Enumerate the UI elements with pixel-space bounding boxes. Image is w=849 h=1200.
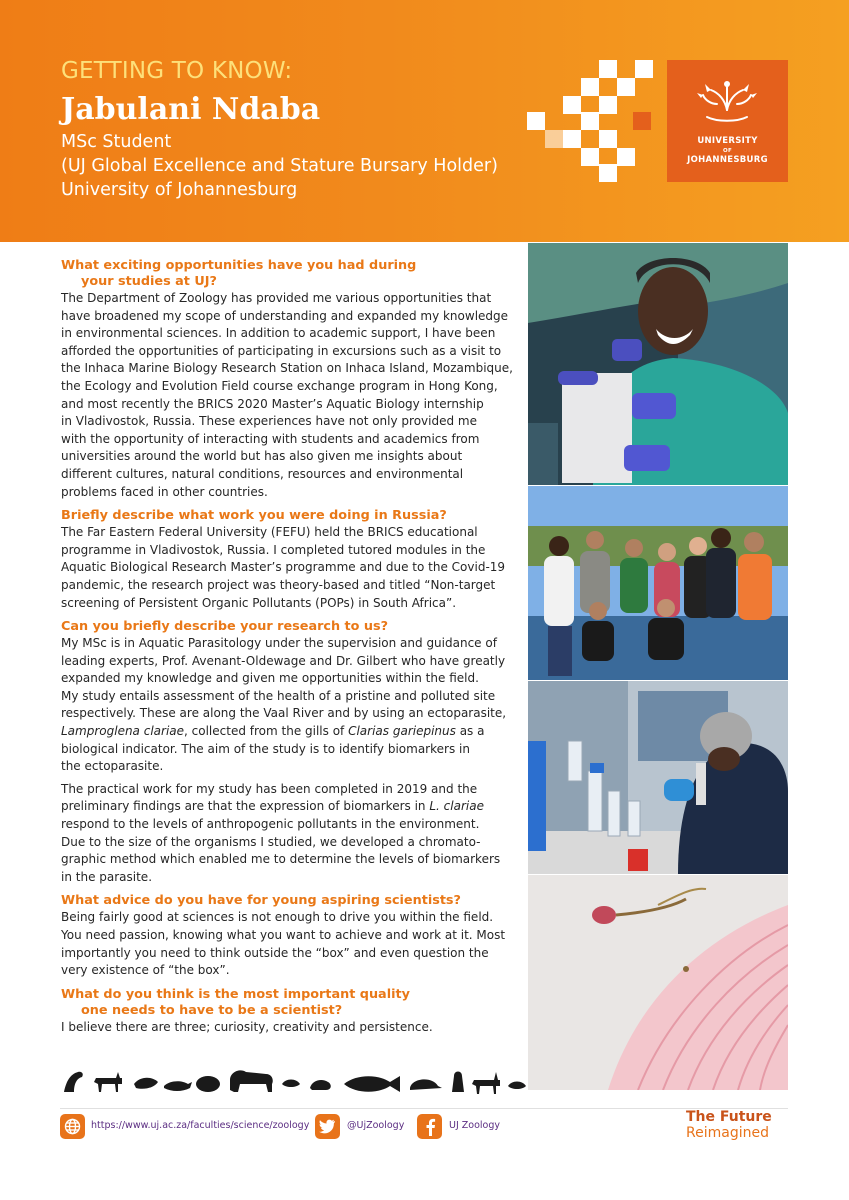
answer-line: The practical work for my study has been completed in 2019 and the — [61, 781, 478, 796]
photo-portrait-microscope — [528, 243, 788, 485]
answer-line: in the parasite. — [61, 869, 153, 884]
answer-line: I believe there are three; curiosity, creativity and persistence. — [61, 1019, 433, 1034]
photo-lab-work — [528, 681, 788, 874]
answer-line: The Department of Zoology has provided me various opportunities that — [61, 291, 492, 305]
answer-line: You need passion, knowing what you want to achieve and work at it. Most — [61, 928, 506, 942]
antelope-icon — [94, 1072, 122, 1092]
question-heading: What advice do you have for young aspiring scientists? — [61, 893, 461, 909]
answer-line: the ectoparasite. — [61, 759, 164, 774]
profile-name: Jabulani Ndaba — [61, 92, 321, 127]
photo-parasite-macro — [528, 875, 788, 1090]
answer-line: expanded my knowledge and given me opportunities within the field. — [61, 671, 479, 686]
answer-line: preliminary findings are that the expression of biomarkers in L. clariae — [61, 799, 484, 814]
answer-line: in environmental sciences. In addition to academic support, I have been — [61, 326, 496, 341]
profile-role: MSc Student — [61, 132, 172, 152]
pixel-pattern-graphic — [527, 60, 653, 182]
question-heading: Can you briefly describe your research to us? — [61, 619, 389, 635]
qa-section-russia — [61, 508, 513, 612]
qa-section-quality — [61, 987, 513, 1037]
qa-section-opportunities — [61, 258, 513, 501]
question-heading: one needs to have to be a scientist? — [81, 1002, 343, 1018]
frog-icon — [310, 1080, 331, 1090]
question-heading: Briefly describe what work you were doing in Russia? — [61, 508, 447, 524]
answer-line: importantly you need to think outside the “box” and even question the — [61, 945, 489, 960]
crayfish-icon — [164, 1081, 192, 1091]
slogan — [686, 1109, 772, 1141]
answer-line: respond to the levels of anthropogenic pollutants in the environment. — [61, 817, 480, 832]
footer-divider — [60, 1108, 788, 1109]
facebook-icon[interactable] — [417, 1114, 442, 1139]
facebook-page[interactable]: UJ Zoology — [449, 1120, 501, 1131]
interview-content — [61, 258, 513, 1036]
answer-line: different cultures, natural conditions, resources and environmental — [61, 466, 464, 481]
twitter-handle[interactable]: @UjZoology — [347, 1120, 405, 1131]
photo-group-russia — [528, 486, 788, 680]
answer-line: programme in Vladivostok, Russia. I completed tutored modules in the — [61, 542, 486, 557]
meerkat-icon — [452, 1072, 464, 1093]
answer-line: pandemic, the research project was theory-based and titled “Non-target — [61, 577, 496, 592]
uj-logo — [667, 60, 788, 182]
header-kicker: GETTING TO KNOW: — [61, 58, 293, 84]
species-name: Lamproglena clariae — [61, 724, 185, 739]
answer-line: the Inhaca Marine Biology Research Station on Inhaca Island, Mozambique, — [61, 361, 513, 376]
website-link[interactable]: https://www.uj.ac.za/faculties/science/zoology — [91, 1120, 310, 1131]
answer-line: leading experts, Prof. Avenant-Oldewage and Dr. Gilbert who have greatly — [61, 653, 506, 668]
profile-institution: University of Johannesburg — [61, 180, 298, 200]
answer-line: with the opportunity of interacting with students and academics from — [61, 431, 480, 446]
answer-line: Aquatic Biological Research Master’s programme and due to the Covid-19 — [61, 560, 506, 575]
slogan-line2: Reimagined — [686, 1125, 769, 1141]
header-banner — [0, 0, 849, 242]
lion-icon — [230, 1070, 273, 1092]
species-name: Clarias gariepinus — [348, 724, 456, 739]
answer-line: My study entails assessment of the health of a pristine and polluted site — [61, 688, 496, 703]
answer-line: My MSc is in Aquatic Parasitology under the supervision and guidance of — [61, 636, 497, 651]
animal-silhouettes — [60, 1064, 530, 1096]
logo-of-text: OF — [722, 148, 733, 154]
question-heading: What exciting opportunities have you had during — [61, 258, 417, 273]
slogan-line1: The Future — [686, 1109, 772, 1125]
logo-university-text: UNIVERSITY — [697, 136, 758, 146]
answer-line: The Far Eastern Federal University (FEFU) held the BRICS educational — [61, 525, 478, 540]
answer-line: and most recently the BRICS 2020 Master’s Aquatic Biology internship — [61, 396, 484, 411]
answer-line: Due to the size of the organisms I studied, we developed a chromato- — [61, 834, 481, 849]
answer-line: universities around the world but has also given me insights about — [61, 449, 463, 464]
globe-icon[interactable] — [60, 1114, 85, 1139]
logo-johannesburg-text: JOHANNESBURG — [687, 155, 768, 165]
shrimp-icon — [134, 1078, 158, 1089]
answer-line: problems faced in other countries. — [61, 484, 268, 499]
tortoise-icon — [410, 1079, 442, 1090]
answer-line: biological indicator. The aim of the study is to identify biomarkers in — [61, 741, 470, 756]
lizard-icon — [64, 1072, 83, 1092]
answer-line: very existence of “the box”. — [61, 963, 230, 978]
answer-line: afforded the opportunities of participating in excursions such as a visit to — [61, 343, 502, 358]
answer-line: in Vladivostok, Russia. These experiences have not only provided me — [61, 414, 477, 429]
answer-line: respectively. These are along the Vaal River and by using an ectoparasite, — [61, 706, 507, 721]
fish-icon — [344, 1076, 400, 1092]
answer-line: the Ecology and Evolution Field course exchange program in Hong Kong, — [61, 378, 498, 393]
qa-section-research — [61, 619, 513, 886]
answer-line: graphic method which enabled me to determine the levels of biomarkers — [61, 852, 501, 867]
species-name: L. clariae — [429, 799, 484, 814]
answer-line: have broadened my scope of understanding and expanded my knowledge — [61, 308, 509, 323]
twitter-icon[interactable] — [315, 1114, 340, 1139]
answer-line: Being fairly good at sciences is not enough to drive you within the field. — [61, 910, 494, 925]
fly-icon — [282, 1080, 300, 1088]
qa-section-advice — [61, 893, 513, 979]
prawn-icon — [508, 1082, 526, 1090]
question-heading: What do you think is the most important quality — [61, 986, 410, 1002]
question-heading: your studies at UJ? — [81, 274, 217, 289]
gazelle-icon — [472, 1072, 500, 1094]
answer-line: Lamproglena clariae, collected from the gills of Clarias gariepinus as a — [61, 724, 485, 739]
profile-bursary: (UJ Global Excellence and Stature Bursary Holder) — [61, 156, 498, 176]
answer-line: screening of Persistent Organic Pollutants (POPs) in South Africa”. — [61, 595, 457, 610]
